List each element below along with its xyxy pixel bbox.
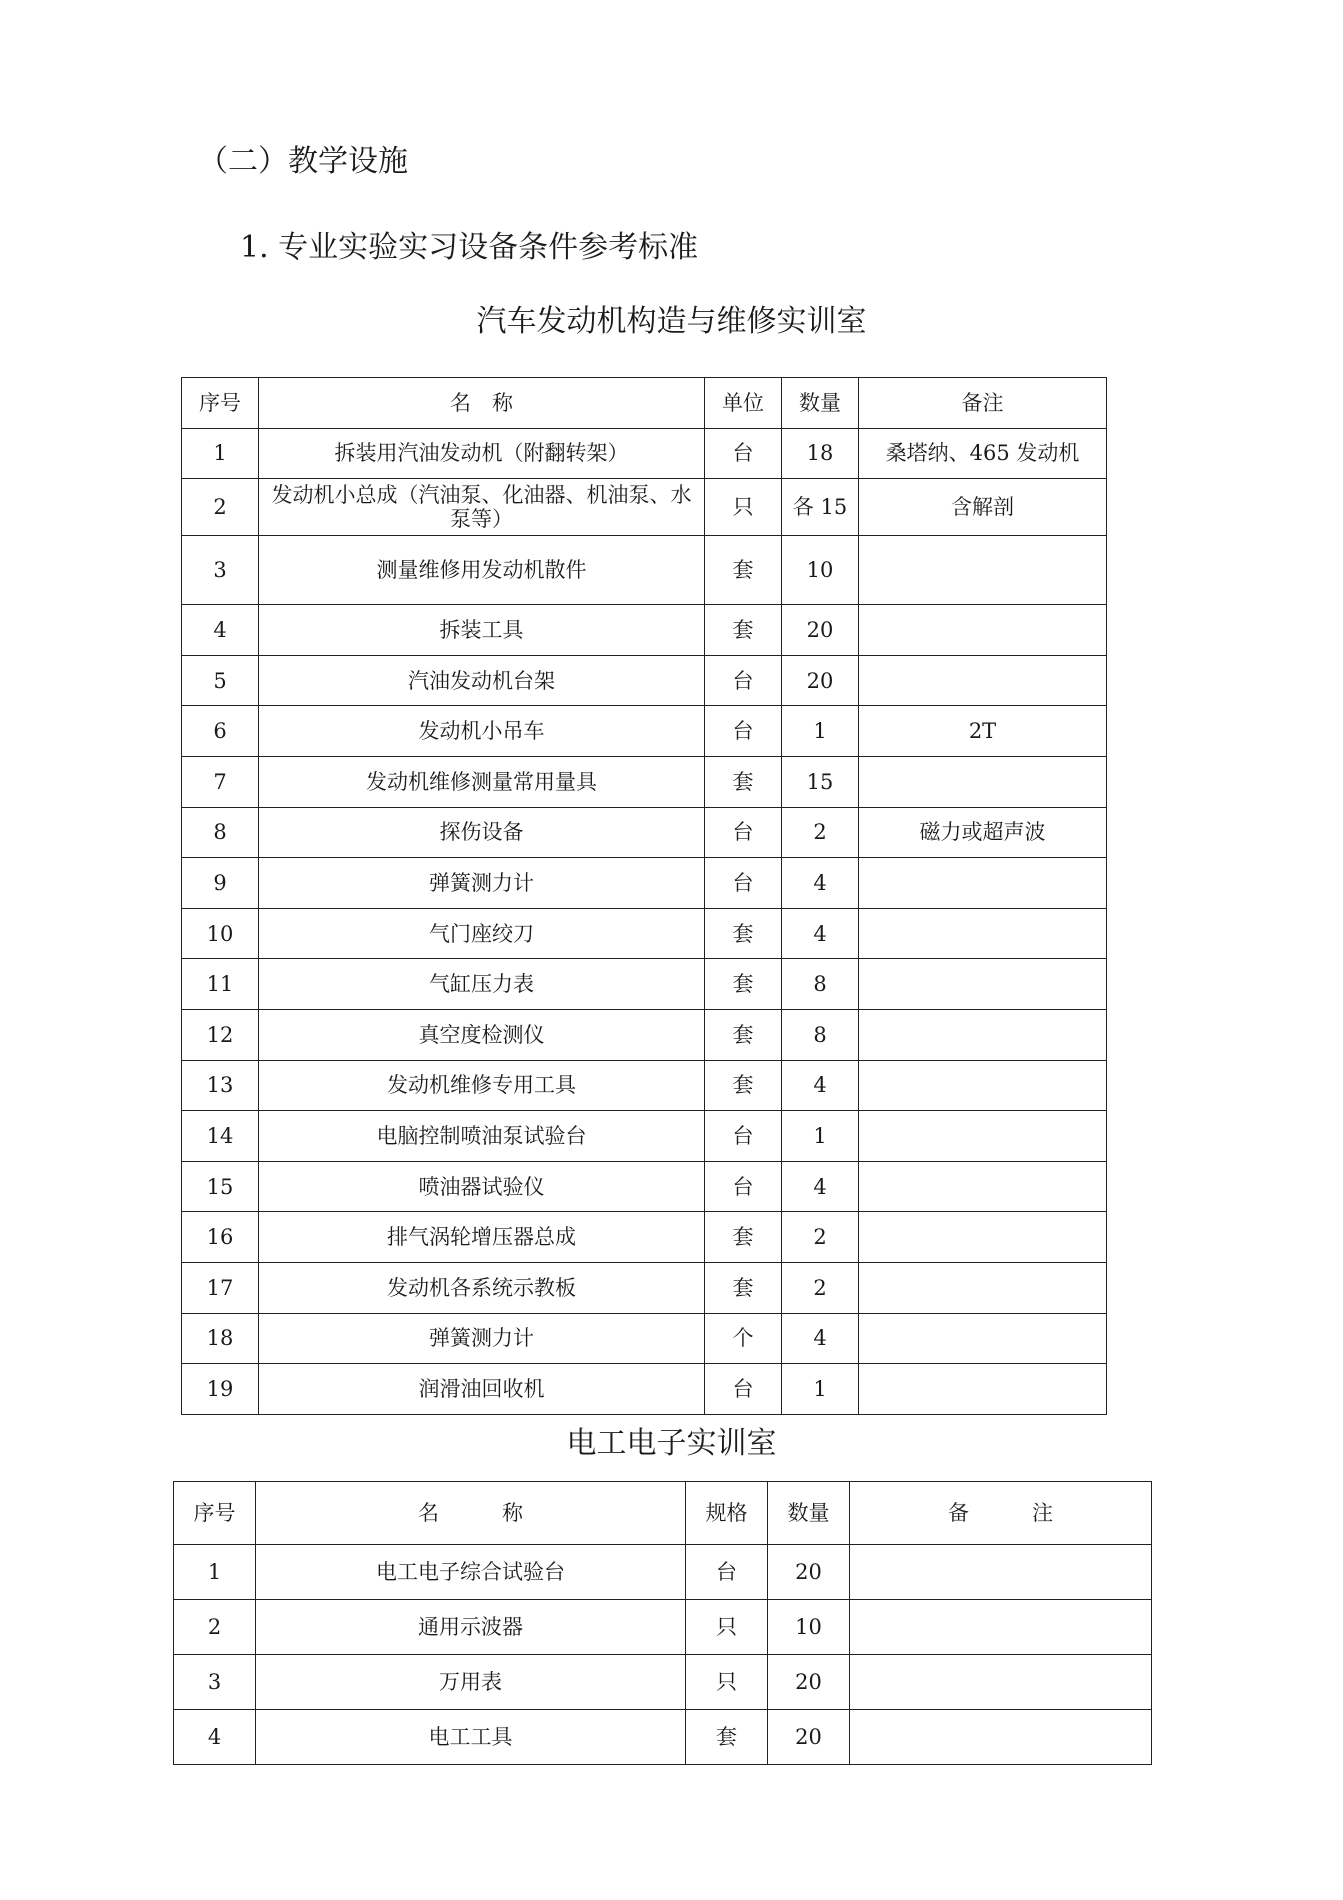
cell-remark: 桑塔纳、465 发动机 bbox=[859, 428, 1107, 479]
cell-unit: 套 bbox=[705, 536, 782, 605]
cell-name: 排气涡轮增压器总成 bbox=[259, 1212, 705, 1263]
cell-remark bbox=[850, 1655, 1152, 1710]
cell-name: 电工工具 bbox=[256, 1710, 686, 1765]
cell-unit: 套 bbox=[705, 908, 782, 959]
cell-quantity: 18 bbox=[782, 428, 859, 479]
table-row bbox=[182, 1009, 1107, 1060]
header-quantity: 数量 bbox=[782, 378, 859, 429]
cell-remark bbox=[850, 1600, 1152, 1655]
cell-unit: 台 bbox=[705, 706, 782, 757]
cell-index: 2 bbox=[174, 1600, 256, 1655]
cell-index: 14 bbox=[182, 1111, 259, 1162]
cell-remark bbox=[859, 1161, 1107, 1212]
cell-remark bbox=[859, 1262, 1107, 1313]
cell-name: 弹簧测力计 bbox=[259, 1313, 705, 1364]
cell-unit: 台 bbox=[705, 858, 782, 909]
cell-unit: 套 bbox=[705, 1262, 782, 1313]
cell-index: 16 bbox=[182, 1212, 259, 1263]
cell-index: 3 bbox=[174, 1655, 256, 1710]
cell-index: 2 bbox=[182, 479, 259, 536]
cell-name: 喷油器试验仪 bbox=[259, 1161, 705, 1212]
table-row bbox=[182, 428, 1107, 479]
cell-name: 测量维修用发动机散件 bbox=[259, 536, 705, 605]
cell-remark bbox=[859, 1009, 1107, 1060]
table2-title: 电工电子实训室 bbox=[566, 1426, 777, 1461]
header-unit: 单位 bbox=[705, 378, 782, 429]
cell-unit: 套 bbox=[705, 1212, 782, 1263]
cell-unit: 台 bbox=[705, 1161, 782, 1212]
cell-remark bbox=[859, 536, 1107, 605]
table-row bbox=[182, 605, 1107, 656]
header-index: 序号 bbox=[174, 1482, 256, 1545]
header-index: 序号 bbox=[182, 378, 259, 429]
section-heading: （二）教学设施 bbox=[198, 144, 408, 179]
header-remark: 备注 bbox=[859, 378, 1107, 429]
cell-unit: 台 bbox=[705, 655, 782, 706]
header-spec: 规格 bbox=[686, 1482, 768, 1545]
cell-remark bbox=[859, 1364, 1107, 1415]
table-row bbox=[182, 479, 1107, 536]
cell-name: 发动机维修专用工具 bbox=[259, 1060, 705, 1111]
cell-quantity: 20 bbox=[768, 1655, 850, 1710]
cell-name: 电工电子综合试验台 bbox=[256, 1545, 686, 1600]
cell-quantity: 1 bbox=[782, 1111, 859, 1162]
table1-title: 汽车发动机构造与维修实训室 bbox=[476, 304, 867, 339]
cell-index: 5 bbox=[182, 655, 259, 706]
cell-index: 3 bbox=[182, 536, 259, 605]
cell-name: 气缸压力表 bbox=[259, 959, 705, 1010]
cell-name: 拆装用汽油发动机（附翻转架） bbox=[259, 428, 705, 479]
cell-remark bbox=[859, 1313, 1107, 1364]
table-row bbox=[182, 655, 1107, 706]
cell-unit: 个 bbox=[705, 1313, 782, 1364]
cell-remark: 含解剖 bbox=[859, 479, 1107, 536]
table-row bbox=[182, 1364, 1107, 1415]
cell-unit: 套 bbox=[705, 1009, 782, 1060]
cell-quantity: 20 bbox=[768, 1545, 850, 1600]
cell-quantity: 1 bbox=[782, 1364, 859, 1415]
cell-unit: 台 bbox=[686, 1545, 768, 1600]
table-row bbox=[174, 1655, 1152, 1710]
cell-remark bbox=[850, 1545, 1152, 1600]
cell-name: 发动机维修测量常用量具 bbox=[259, 756, 705, 807]
sub-heading: 1. 专业实验实习设备条件参考标准 bbox=[240, 230, 699, 265]
cell-quantity: 10 bbox=[768, 1600, 850, 1655]
cell-index: 12 bbox=[182, 1009, 259, 1060]
cell-index: 4 bbox=[174, 1710, 256, 1765]
cell-index: 13 bbox=[182, 1060, 259, 1111]
table-row bbox=[182, 959, 1107, 1010]
cell-remark bbox=[859, 655, 1107, 706]
cell-quantity: 2 bbox=[782, 1262, 859, 1313]
cell-unit: 套 bbox=[705, 756, 782, 807]
cell-index: 19 bbox=[182, 1364, 259, 1415]
cell-index: 17 bbox=[182, 1262, 259, 1313]
cell-name: 电脑控制喷油泵试验台 bbox=[259, 1111, 705, 1162]
cell-index: 1 bbox=[174, 1545, 256, 1600]
table-row bbox=[182, 1262, 1107, 1313]
cell-name: 气门座绞刀 bbox=[259, 908, 705, 959]
cell-name: 真空度检测仪 bbox=[259, 1009, 705, 1060]
cell-quantity: 20 bbox=[782, 605, 859, 656]
electrical-equipment-table bbox=[173, 1481, 1152, 1765]
cell-unit: 只 bbox=[686, 1655, 768, 1710]
table-header-row bbox=[182, 378, 1107, 429]
table-row bbox=[182, 706, 1107, 757]
table-row bbox=[182, 1111, 1107, 1162]
cell-name: 发动机小总成（汽油泵、化油器、机油泵、水泵等） bbox=[259, 479, 705, 536]
cell-remark bbox=[859, 1212, 1107, 1263]
cell-remark bbox=[859, 1111, 1107, 1162]
cell-unit: 只 bbox=[686, 1600, 768, 1655]
table-row bbox=[182, 756, 1107, 807]
cell-unit: 台 bbox=[705, 428, 782, 479]
cell-index: 9 bbox=[182, 858, 259, 909]
cell-name: 发动机各系统示教板 bbox=[259, 1262, 705, 1313]
table-row bbox=[182, 1313, 1107, 1364]
cell-quantity: 4 bbox=[782, 1060, 859, 1111]
table-row bbox=[174, 1710, 1152, 1765]
cell-remark bbox=[859, 858, 1107, 909]
table-row bbox=[182, 807, 1107, 858]
table-row bbox=[182, 536, 1107, 605]
cell-name: 拆装工具 bbox=[259, 605, 705, 656]
cell-index: 11 bbox=[182, 959, 259, 1010]
cell-quantity: 8 bbox=[782, 959, 859, 1010]
cell-quantity: 各 15 bbox=[782, 479, 859, 536]
cell-unit: 只 bbox=[705, 479, 782, 536]
cell-index: 8 bbox=[182, 807, 259, 858]
cell-quantity: 20 bbox=[782, 655, 859, 706]
cell-quantity: 15 bbox=[782, 756, 859, 807]
cell-quantity: 1 bbox=[782, 706, 859, 757]
cell-remark bbox=[859, 1060, 1107, 1111]
cell-remark: 磁力或超声波 bbox=[859, 807, 1107, 858]
cell-quantity: 8 bbox=[782, 1009, 859, 1060]
engine-equipment-table bbox=[181, 377, 1107, 1415]
cell-index: 6 bbox=[182, 706, 259, 757]
cell-unit: 台 bbox=[705, 1111, 782, 1162]
cell-remark bbox=[859, 605, 1107, 656]
cell-quantity: 2 bbox=[782, 807, 859, 858]
cell-unit: 台 bbox=[705, 1364, 782, 1415]
cell-name: 万用表 bbox=[256, 1655, 686, 1710]
cell-name: 润滑油回收机 bbox=[259, 1364, 705, 1415]
cell-unit: 套 bbox=[705, 1060, 782, 1111]
cell-quantity: 10 bbox=[782, 536, 859, 605]
cell-name: 探伤设备 bbox=[259, 807, 705, 858]
header-remark: 备 注 bbox=[850, 1482, 1152, 1545]
table-row bbox=[182, 908, 1107, 959]
cell-name: 通用示波器 bbox=[256, 1600, 686, 1655]
cell-quantity: 2 bbox=[782, 1212, 859, 1263]
cell-unit: 套 bbox=[686, 1710, 768, 1765]
header-name: 名 称 bbox=[256, 1482, 686, 1545]
cell-index: 10 bbox=[182, 908, 259, 959]
cell-quantity: 4 bbox=[782, 1161, 859, 1212]
cell-remark bbox=[850, 1710, 1152, 1765]
cell-remark bbox=[859, 756, 1107, 807]
cell-unit: 套 bbox=[705, 605, 782, 656]
header-name: 名 称 bbox=[259, 378, 705, 429]
cell-index: 1 bbox=[182, 428, 259, 479]
table-row bbox=[182, 1161, 1107, 1212]
cell-remark: 2T bbox=[859, 706, 1107, 757]
cell-index: 7 bbox=[182, 756, 259, 807]
cell-remark bbox=[859, 959, 1107, 1010]
table-row bbox=[174, 1600, 1152, 1655]
cell-quantity: 4 bbox=[782, 858, 859, 909]
cell-quantity: 20 bbox=[768, 1710, 850, 1765]
header-quantity: 数量 bbox=[768, 1482, 850, 1545]
table-row bbox=[182, 1212, 1107, 1263]
cell-unit: 台 bbox=[705, 807, 782, 858]
table-row bbox=[182, 858, 1107, 909]
cell-unit: 套 bbox=[705, 959, 782, 1010]
table-row bbox=[182, 1060, 1107, 1111]
table-header-row bbox=[174, 1482, 1152, 1545]
cell-quantity: 4 bbox=[782, 908, 859, 959]
cell-index: 4 bbox=[182, 605, 259, 656]
cell-name: 弹簧测力计 bbox=[259, 858, 705, 909]
cell-quantity: 4 bbox=[782, 1313, 859, 1364]
table-row bbox=[174, 1545, 1152, 1600]
cell-remark bbox=[859, 908, 1107, 959]
cell-name: 汽油发动机台架 bbox=[259, 655, 705, 706]
cell-index: 15 bbox=[182, 1161, 259, 1212]
cell-index: 18 bbox=[182, 1313, 259, 1364]
cell-name: 发动机小吊车 bbox=[259, 706, 705, 757]
